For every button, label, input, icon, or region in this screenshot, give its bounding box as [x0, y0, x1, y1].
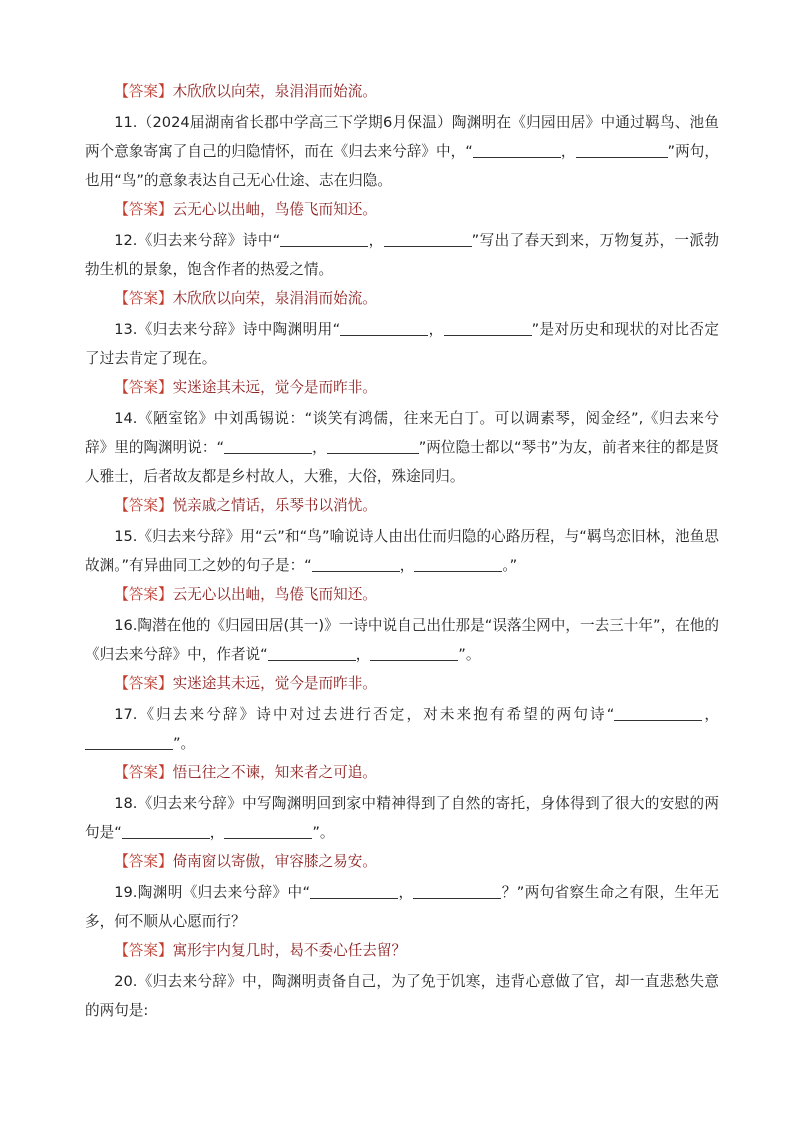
answer-tag: 【答案】	[114, 201, 173, 218]
question-15	[85, 522, 719, 580]
question-11	[85, 108, 719, 195]
question-14	[85, 404, 719, 491]
question-18	[85, 789, 719, 847]
answer-text: 倚南窗以寄傲，审容膝之易安。	[172, 853, 377, 870]
question-text: 19.陶渊明《归去来兮辞》中“	[114, 884, 311, 901]
answer-line	[85, 373, 719, 402]
question-text: ”写出了春天到来，万物复苏，一派勃勃生机的景象，饱含作者的热爱之情。	[85, 232, 719, 278]
answer-line	[85, 77, 719, 106]
answer-blank[interactable]	[224, 438, 312, 454]
answer-line	[85, 491, 719, 520]
answer-blank[interactable]	[310, 883, 398, 899]
answer-blank[interactable]	[122, 823, 210, 839]
answer-text: 悦亲戚之情话，乐琴书以消忧。	[172, 497, 377, 514]
question-text: ，	[209, 824, 225, 841]
answer-tag: 【答案】	[114, 675, 173, 692]
answer-blank[interactable]	[614, 705, 702, 721]
answer-blank[interactable]	[268, 645, 356, 661]
answer-tag: 【答案】	[114, 586, 173, 603]
answer-tag: 【答案】	[114, 853, 173, 870]
answer-tag: 【答案】	[114, 942, 173, 959]
answer-tag: 【答案】	[114, 290, 173, 307]
question-text: 15.《归去来兮辞》用“云”和“鸟”喻说诗人由出仕而归隐的心路历程，与“羁鸟恋旧林，池鱼思故渊。”有异曲同工之妙的句子是：“	[85, 528, 719, 574]
answer-line	[85, 758, 719, 787]
answer-tag: 【答案】	[114, 497, 173, 514]
question-text: ？”两句省察生命之有限，生年无多，何不顺从心愿而行？	[85, 884, 719, 930]
answer-blank[interactable]	[473, 142, 561, 158]
answer-text: 云无心以出岫，鸟倦飞而知还。	[172, 201, 377, 218]
question-text: 20.《归去来兮辞》中，陶渊明责备自己，为了免于饥寒，违背心意做了官，却一直悲愁失意的两句是:	[85, 973, 719, 1019]
answer-blank[interactable]	[413, 883, 501, 899]
question-text: 12.《归去来兮辞》诗中“	[114, 232, 281, 249]
question-text: 17.《归去来兮辞》诗中对过去进行否定，对未来抱有希望的两句诗“	[114, 706, 615, 723]
question-text: 13.《归去来兮辞》诗中陶渊明用“	[114, 321, 341, 338]
answer-text: 木欣欣以向荣，泉涓涓而始流。	[172, 83, 377, 100]
question-text: ，	[398, 884, 414, 901]
answer-line	[85, 847, 719, 876]
answer-tag: 【答案】	[114, 379, 173, 396]
answer-line	[85, 580, 719, 609]
answer-blank[interactable]	[280, 231, 368, 247]
question-text: ”。	[312, 824, 335, 841]
question-13	[85, 315, 719, 373]
answer-blank[interactable]	[312, 556, 400, 572]
question-text: 16.陶潜在他的《归园田居(其一)》一诗中说自己出仕那是“误落尘网中，一去三十年”，在他的《归去来兮辞》中，作者说“	[85, 617, 719, 663]
answer-line	[85, 195, 719, 224]
answer-blank[interactable]	[414, 556, 502, 572]
answer-blank[interactable]	[384, 231, 472, 247]
answer-blank[interactable]	[340, 320, 428, 336]
answer-blank[interactable]	[370, 645, 458, 661]
question-text: ”两句，也用“鸟”的意象表达自己无心仕途、志在归隐。	[85, 143, 719, 189]
answer-text: 实迷途其未远，觉今是而昨非。	[172, 379, 377, 396]
question-text: 。”	[502, 557, 518, 574]
question-text: ”。	[173, 735, 196, 752]
question-text: ，	[560, 143, 576, 160]
document-content	[85, 77, 719, 1025]
question-16	[85, 611, 719, 669]
question-text: ”是对历史和现状的对比否定了过去肯定了现在。	[85, 321, 719, 367]
answer-text: 悟已往之不谏，知来者之可追。	[172, 764, 377, 781]
answer-text: 实迷途其未远，觉今是而昨非。	[172, 675, 377, 692]
answer-line	[85, 936, 719, 965]
answer-blank[interactable]	[327, 438, 419, 454]
answer-blank[interactable]	[444, 320, 532, 336]
answer-text: 木欣欣以向荣，泉涓涓而始流。	[172, 290, 377, 307]
question-text: 18.《归去来兮辞》中写陶渊明回到家中精神得到了自然的寄托，身体得到了很大的安慰的两句是“	[85, 795, 719, 841]
question-text: 14.《陋室铭》中刘禹锡说：“谈笑有鸿儒，往来无白丁。可以调素琴，阅金经”,《归去来兮辞》里的陶渊明说：“	[85, 410, 719, 456]
answer-tag: 【答案】	[114, 764, 173, 781]
question-19	[85, 878, 719, 936]
answer-blank[interactable]	[224, 823, 312, 839]
question-text: ，	[368, 232, 384, 249]
question-20	[85, 967, 719, 1025]
answer-line	[85, 669, 719, 698]
question-text: ，	[428, 321, 444, 338]
question-text: ，	[312, 439, 327, 456]
answer-line	[85, 284, 719, 313]
answer-text: 云无心以出岫，鸟倦飞而知还。	[172, 586, 377, 603]
question-12	[85, 226, 719, 284]
question-text: ”两位隐士都以“琴书”为友，前者来往的都是贤人雅士，后者故友都是乡村故人，大雅，大俗，殊途同归。	[85, 439, 720, 485]
answer-tag: 【答案】	[114, 83, 173, 100]
answer-blank[interactable]	[576, 142, 668, 158]
answer-text: 寓形宇内复几时，曷不委心任去留？	[172, 942, 407, 959]
question-text: ，	[355, 646, 371, 663]
answer-blank[interactable]	[85, 734, 173, 750]
question-17	[85, 700, 719, 758]
question-text: ，	[702, 706, 719, 723]
question-text: ”。	[458, 646, 481, 663]
question-text: ，	[399, 557, 415, 574]
question-text: 11.（2024届湖南省长郡中学高三下学期6月保温）陶渊明在《归园田居》中通过羁鸟、池鱼两个意象寄寓了自己的归隐情怀，而在《归去来兮辞》中，“	[85, 114, 719, 160]
